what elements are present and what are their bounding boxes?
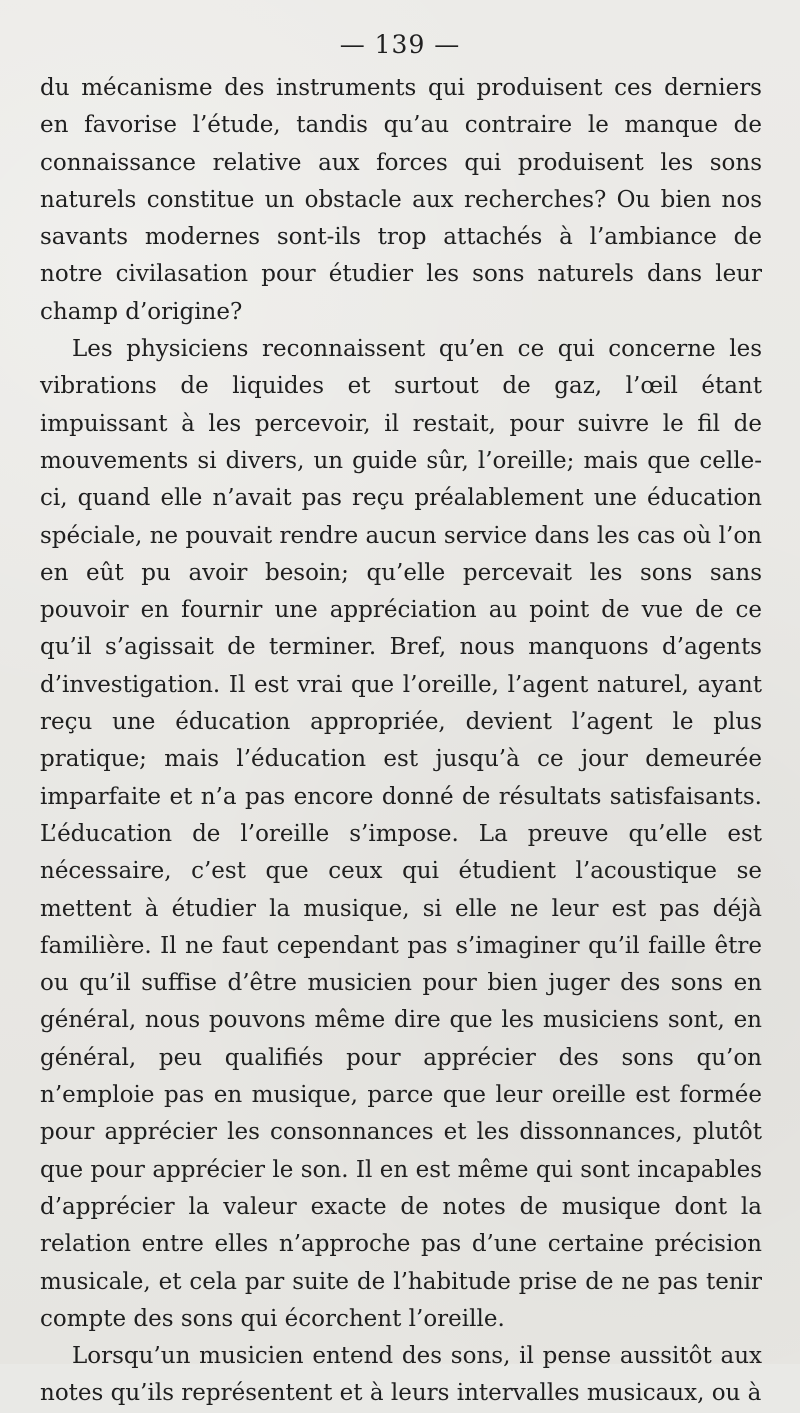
paragraph-1: du mécanisme des instruments qui produisent ces derniers en favorise l’étude, tandis qu’au contraire le manque de connaissance relative aux forces qui produisent les sons naturels constitue un obstacle aux recherches? Ou bien nos savants modernes sont-ils trop attachés à l’ambiance de notre civilasation pour étudier les sons naturels dans leur champ d’origine? bbox=[40, 75, 762, 325]
paragraph-3: Lorsqu’un musicien entend des sons, il pense aussitôt aux notes qu’ils représentent et à leurs intervalles musicaux, ou à bbox=[40, 1343, 762, 1407]
page-number: — 139 — bbox=[339, 30, 461, 59]
paragraph-2: Les physiciens reconnaissent qu’en ce qui concerne les vibrations de liquides et surtout de gaz, l’œil étant impuissant à les percevoir, il restait, pour suivre le fil de mouvements si divers, un guide sûr, l’oreille; mais que celle-ci, quand elle n’avait pas reçu préalablement une éducation spéciale, ne pouvait rendre aucun service dans les cas où l’on en eût pu avoir besoin; qu’elle percevait les sons sans pouvoir en fournir une appréciation au point de vue de ce qu’il s’agissait de terminer. Bref, nous manquons d’agents d’investigation. Il est vrai que l’oreille, l’agent naturel, ayant reçu une éducation appropriée, devient l’agent le plus pratique; mais l’éducation est jusqu’à ce jour demeurée imparfaite et n’a pas encore donné de résultats satisfaisants. L’éducation de l’oreille s’impose. La preuve qu’elle est nécessaire, c’est que ceux qui étudient l’acoustique se mettent à étudier la musique, si elle ne leur est pas déjà familière. Il ne faut cependant pas s’imaginer qu’il faille être ou qu’il suffise d’être musicien pour bien juger des sons en général, nous pouvons même dire que les musiciens sont, en général, peu qualifiés pour apprécier des sons qu’on n’emploie pas en musique, parce que leur oreille est formée pour apprécier les consonnances et les dissonnances, plutôt que pour apprécier le son. Il en est même qui sont incapables d’apprécier la valeur exacte de notes de musique dont la relation entre elles n’approche pas d’une certaine précision musicale, et cela par suite de l’habitude prise de ne pas tenir compte des sons qui écorchent l’oreille. bbox=[40, 336, 762, 1332]
body-text bbox=[40, 70, 762, 1413]
